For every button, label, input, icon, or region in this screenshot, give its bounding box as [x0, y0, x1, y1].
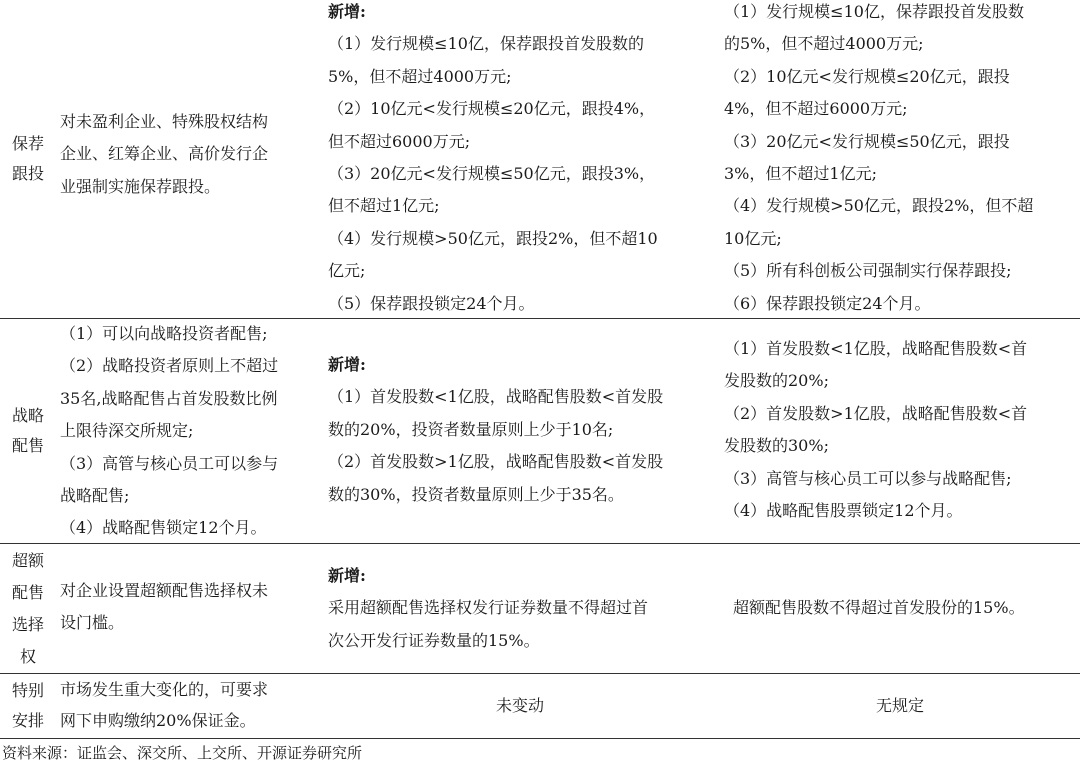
text-line: 10亿元;: [724, 228, 782, 248]
text-line: （5）所有科创板公司强制实行保荐跟投;: [724, 261, 1012, 281]
text-line: 数的30%，投资者数量原则上少于35名。: [328, 484, 624, 504]
text-line: （1）首发股数<1亿股，战略配售股数<首发股: [328, 387, 664, 407]
text-line: 设门槛。: [60, 613, 125, 633]
text-line: 但不超过1亿元;: [328, 196, 440, 216]
text-line: 3%，但不超过1亿元;: [724, 164, 877, 184]
text-line: （4）战略配售锁定12个月。: [60, 518, 267, 538]
text-line: （1）首发股数<1亿股，战略配售股数<首: [724, 339, 1028, 358]
text-line: （5）保荐跟投锁定24个月。: [328, 293, 535, 313]
text-line: （2）10亿元<发行规模≤20亿元，跟投4%，: [328, 99, 656, 119]
text-line: （2）战略投资者原则上不超过: [60, 356, 279, 376]
row-label-text: 保荐跟投: [11, 134, 44, 183]
text-line: 35名,战略配售占首发股数比例: [60, 388, 278, 408]
text-line: 市场发生重大变化的，可要求: [60, 680, 269, 699]
text-line: （6）保荐跟投锁定24个月。: [724, 293, 931, 313]
row2-col3: [724, 333, 1080, 527]
text-line: （1）发行规模≤10亿，保荐跟投首发股数的: [328, 34, 644, 54]
text-line: （4）战略配售股票锁定12个月。: [724, 501, 963, 521]
text-line: 亿元;: [328, 261, 366, 281]
text-line: 的5%，但不超过4000万元;: [724, 34, 924, 54]
text-line: 采用超额配售选择权发行证券数量不得超过首: [328, 598, 649, 618]
text-line: 战略配售;: [60, 486, 130, 506]
row-label-text: 超额配售选择权: [11, 550, 44, 666]
text-line: （3）20亿元<发行规模≤50亿元，跟投3%，: [328, 164, 656, 184]
row1-col1: [60, 106, 310, 203]
added-heading: 新增:: [328, 355, 366, 374]
text-line: （1）发行规模≤10亿，保荐跟投首发股数: [724, 2, 1024, 21]
text-line: （2）首发股数>1亿股，战略配售股数<首发股: [328, 452, 664, 472]
row3-col2: [328, 560, 713, 657]
text-line: 发股数的20%;: [724, 371, 829, 391]
text-line: 次公开发行证券数量的15%。: [328, 630, 540, 650]
text-line: 业强制实施保荐跟投。: [60, 176, 221, 196]
added-heading: 新增:: [328, 2, 366, 21]
text-line: （3）高管与核心员工可以参与战略配售;: [724, 468, 1012, 488]
text-line: 5%，但不超过4000万元;: [328, 66, 512, 86]
row1-col3: [724, 0, 1080, 320]
text-line: 企业、红筹企业、高价发行企: [60, 144, 269, 164]
text-line: （3）20亿元<发行规模≤50亿元，跟投: [724, 131, 1010, 151]
added-heading: 新增:: [328, 566, 366, 585]
row2-col2: [328, 349, 713, 511]
text-line: 对未盈利企业、特殊股权结构: [60, 112, 269, 131]
text-line: （2）首发股数>1亿股，战略配售股数<首: [724, 403, 1028, 423]
text-line: （4）发行规模>50亿元，跟投2%，但不超: [724, 196, 1034, 216]
text-line: 但不超过6000万元;: [328, 131, 471, 151]
row3-col1: [60, 575, 315, 640]
row-label-strategic-placement: [0, 319, 56, 543]
row2-col1: [60, 318, 320, 545]
no-rule-text: 无规定: [875, 695, 924, 715]
text-line: 上限待深交所规定;: [60, 421, 194, 441]
text-line: 4%，但不超过6000万元;: [724, 99, 908, 119]
row4-col2: [320, 674, 720, 738]
row-label-text: 特别安排: [11, 681, 44, 730]
no-change-text: 未变动: [495, 695, 544, 715]
row-label-special-arrangement: [0, 674, 56, 738]
text-line: 发股数的30%;: [724, 436, 829, 456]
text-line: 数的20%，投资者数量原则上少于10名;: [328, 419, 614, 439]
row1-col2: [328, 0, 713, 320]
text-line: 网下申购缴纳20%保证金。: [60, 711, 256, 730]
row3-col3: [733, 592, 1080, 624]
text-line: （4）发行规模>50亿元，跟投2%，但不超10: [328, 228, 658, 248]
row4-col1: [60, 674, 315, 736]
text-line: （1）可以向战略投资者配售;: [60, 324, 268, 343]
text-line: 对企业设置超额配售选择权未: [60, 581, 269, 600]
row4-col3: [720, 674, 1080, 738]
text-line: 超额配售股数不得超过首发股份的15%。: [733, 598, 1025, 617]
text-line: （3）高管与核心员工可以参与: [60, 453, 279, 473]
row-label-text: 战略配售: [11, 406, 44, 455]
text-line: （2）10亿元<发行规模≤20亿元，跟投: [724, 66, 1010, 86]
row-label-over-allotment: [0, 544, 56, 673]
source-note: 资料来源：证监会、深交所、上交所、开源证券研究所: [2, 744, 363, 762]
row-label-sponsor-coinvest: [0, 0, 56, 318]
